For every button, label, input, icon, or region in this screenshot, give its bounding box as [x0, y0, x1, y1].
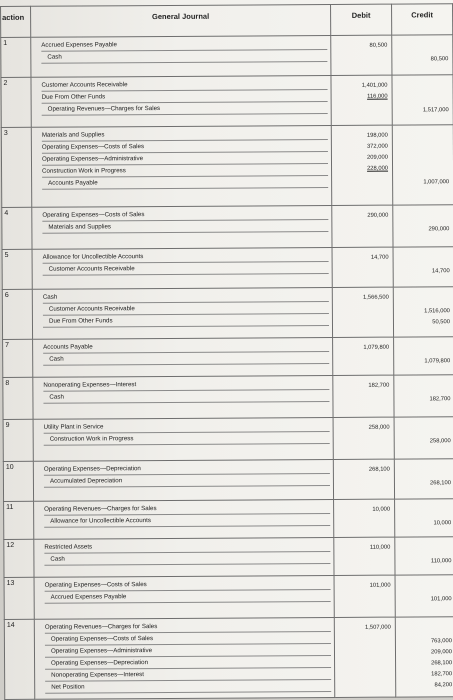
- credit-cell: [395, 617, 453, 697]
- credit-amounts: [396, 636, 452, 691]
- account-name: Materials and Supplies: [42, 220, 328, 234]
- debit-amounts: [333, 343, 389, 354]
- credit-amount: 1,079,800: [424, 358, 451, 365]
- account-name: Utility Plant in Service: [44, 420, 330, 434]
- debit-amount: 1,079,800: [363, 344, 390, 351]
- debit-amount: 10,000: [372, 506, 391, 513]
- debit-amounts: [335, 623, 391, 634]
- journal-row: [2, 205, 453, 250]
- credit-cell: [394, 459, 453, 499]
- debit-amounts: [334, 423, 390, 434]
- account-name: Operating Expenses—Costs of Sales: [42, 140, 328, 154]
- credit-cell: [393, 287, 453, 337]
- debit-cell: [332, 205, 393, 247]
- journal-row: [4, 537, 453, 578]
- debit-amount: 80,500: [369, 42, 388, 49]
- debit-amounts: [335, 581, 391, 592]
- entry-accounts-cell: [33, 459, 333, 501]
- account-name: Operating Expenses—Depreciation: [44, 462, 330, 476]
- entry-accounts-cell: [33, 375, 333, 419]
- account-name: Operating Revenues—Charges for Sales: [44, 502, 330, 516]
- credit-cell: [393, 247, 453, 287]
- account-lines: [43, 340, 329, 366]
- debit-amounts: [332, 81, 388, 103]
- credit-amount: 268,100: [429, 480, 451, 487]
- transaction-number: 11: [4, 501, 34, 539]
- debit-cell: [334, 617, 395, 697]
- credit-amount: 1,517,000: [422, 107, 449, 114]
- account-name: Cash: [43, 352, 329, 366]
- account-name: Allowance for Uncollectible Accounts: [43, 250, 329, 264]
- account-lines: [44, 462, 330, 488]
- account-name: Restricted Assets: [44, 540, 330, 554]
- credit-amount: 80,500: [430, 56, 449, 63]
- debit-cell: [331, 75, 392, 125]
- credit-amounts: [393, 177, 449, 188]
- account-name: Operating Expenses—Costs of Sales: [45, 632, 331, 646]
- account-name: Accounts Payable: [43, 340, 329, 354]
- credit-amounts: [394, 266, 450, 277]
- debit-amounts: [333, 253, 389, 264]
- debit-amounts: [332, 211, 388, 222]
- credit-amount: 258,000: [429, 438, 451, 445]
- journal-header: General Journal: [31, 4, 331, 37]
- debit-amount: 110,000: [369, 544, 391, 551]
- transaction-number: 3: [1, 127, 31, 207]
- transaction-header: action: [1, 6, 31, 37]
- credit-amount: 1,007,000: [423, 179, 450, 186]
- credit-cell: [395, 575, 453, 617]
- credit-cell: [395, 499, 453, 537]
- account-name: Due From Other Funds: [43, 314, 329, 328]
- journal-row: [4, 617, 453, 700]
- credit-amounts: [394, 394, 450, 405]
- account-name: Nonoperating Expenses—Interest: [43, 378, 329, 392]
- journal-row: [3, 375, 453, 420]
- account-name: Accumulated Depreciation: [44, 474, 330, 488]
- credit-amounts: [394, 356, 450, 367]
- account-name: Customer Accounts Receivable: [43, 262, 329, 276]
- debit-amounts: [333, 381, 389, 392]
- account-lines: [41, 38, 327, 64]
- credit-amount: 50,500: [432, 319, 450, 326]
- entry-accounts-cell: [32, 247, 332, 289]
- transaction-number: 2: [1, 77, 31, 127]
- account-name: Construction Work in Progress: [42, 164, 328, 178]
- debit-amount: 1,401,000: [361, 82, 388, 89]
- credit-amounts: [395, 518, 451, 529]
- debit-amount: 290,000: [367, 212, 389, 219]
- account-name: Due From Other Funds: [42, 90, 328, 104]
- journal-row: [2, 247, 453, 290]
- account-name: Cash: [44, 552, 330, 566]
- journal-row: [1, 35, 453, 78]
- debit-cell: [334, 537, 395, 575]
- entry-accounts-cell: [34, 575, 334, 619]
- credit-cell: [394, 375, 453, 417]
- debit-cell: [334, 499, 395, 537]
- credit-amount: 14,700: [431, 268, 450, 275]
- entry-accounts-cell: [33, 417, 333, 461]
- credit-amount: 182,700: [429, 396, 451, 403]
- transaction-number: 13: [4, 577, 34, 619]
- debit-amount: 116,000: [367, 93, 388, 100]
- journal-row: [3, 417, 453, 462]
- account-name: Net Position: [45, 680, 331, 694]
- credit-amount: 290,000: [428, 226, 450, 233]
- account-name: Customer Accounts Receivable: [43, 302, 329, 316]
- debit-amount: 268,100: [368, 466, 390, 473]
- credit-amounts: [395, 556, 451, 567]
- debit-amount: 1,566,500: [363, 294, 389, 301]
- journal-row: [4, 575, 453, 620]
- credit-amounts: [395, 436, 451, 447]
- credit-amounts: [394, 306, 450, 328]
- debit-cell: [333, 459, 394, 499]
- debit-amounts: [333, 293, 389, 304]
- entry-accounts-cell: [31, 125, 331, 207]
- debit-amount: 14,700: [370, 254, 389, 261]
- entry-accounts-cell: [34, 537, 334, 577]
- debit-amounts: [334, 543, 390, 554]
- transaction-number: 10: [3, 461, 33, 501]
- entry-accounts-cell: [31, 75, 331, 127]
- debit-amount: 1,507,000: [365, 624, 391, 631]
- credit-cell: [392, 35, 453, 75]
- transaction-number: 14: [4, 619, 34, 699]
- account-name: Operating Expenses—Depreciation: [45, 656, 331, 670]
- debit-cell: [333, 417, 394, 459]
- account-name: Nonoperating Expenses—Interest: [45, 668, 331, 682]
- debit-amount: 258,000: [368, 424, 390, 431]
- account-lines: [43, 378, 329, 404]
- debit-amount: 372,000: [366, 143, 388, 150]
- transaction-number: 6: [2, 289, 32, 339]
- credit-amount: 1,516,000: [424, 308, 450, 315]
- account-name: Operating Expenses—Administrative: [45, 644, 331, 658]
- credit-amount: 182,700: [431, 671, 453, 678]
- account-name: Accrued Expenses Payable: [45, 590, 331, 604]
- account-name: Allowance for Uncollectible Accounts: [44, 514, 330, 528]
- journal-row: [2, 287, 453, 340]
- debit-cell: [333, 375, 394, 417]
- entry-accounts-cell: [33, 337, 333, 377]
- debit-cell: [331, 125, 392, 205]
- credit-amount: 101,000: [430, 596, 452, 603]
- credit-amount: 10,000: [433, 520, 452, 527]
- credit-cell: [393, 205, 453, 247]
- credit-amount: 84,200: [434, 682, 453, 689]
- account-lines: [44, 540, 330, 566]
- credit-amounts: [393, 224, 449, 235]
- account-lines: [45, 578, 331, 604]
- header-row: [1, 4, 453, 38]
- account-lines: [44, 420, 330, 446]
- account-lines: [43, 290, 329, 328]
- debit-amount: 182,700: [368, 382, 390, 389]
- account-name: Operating Expenses—Costs of Sales: [45, 578, 331, 592]
- journal-row: [3, 459, 453, 502]
- account-name: Cash: [43, 290, 329, 304]
- account-name: Operating Revenues—Charges for Sales: [45, 620, 331, 634]
- account-lines: [41, 78, 327, 116]
- account-name: Materials and Supplies: [42, 128, 328, 142]
- account-lines: [42, 128, 328, 190]
- debit-header: Debit: [331, 4, 392, 35]
- debit-amount: 209,000: [366, 154, 388, 161]
- debit-amounts: [332, 131, 388, 175]
- account-name: Accounts Payable: [42, 176, 328, 190]
- journal-row: [1, 125, 453, 208]
- credit-amounts: [396, 594, 452, 605]
- debit-amount: 101,000: [369, 582, 391, 589]
- account-lines: [44, 502, 330, 528]
- account-name: Construction Work in Progress: [44, 432, 330, 446]
- account-name: Cash: [43, 390, 329, 404]
- credit-cell: [394, 417, 453, 459]
- account-name: Operating Revenues—Charges for Sales: [42, 102, 328, 116]
- debit-amount: 198,000: [366, 132, 388, 139]
- credit-amount: 209,000: [431, 649, 453, 656]
- credit-cell: [395, 537, 453, 575]
- credit-amounts: [392, 54, 448, 65]
- credit-header: Credit: [392, 4, 453, 35]
- debit-cell: [333, 337, 394, 375]
- debit-cell: [332, 287, 393, 337]
- credit-amounts: [393, 105, 449, 116]
- debit-amounts: [334, 505, 390, 516]
- debit-amounts: [331, 41, 387, 52]
- entry-accounts-cell: [31, 35, 331, 77]
- account-lines: [43, 250, 329, 276]
- debit-cell: [332, 247, 393, 287]
- account-name: Operating Expenses—Administrative: [42, 152, 328, 166]
- transaction-number: 9: [3, 419, 33, 461]
- transaction-number: 4: [2, 207, 32, 249]
- journal-row: [3, 337, 453, 378]
- transaction-number: 1: [1, 37, 31, 77]
- debit-amounts: [334, 465, 390, 476]
- debit-cell: [331, 35, 392, 75]
- debit-cell: [334, 575, 395, 617]
- credit-amount: 763,000: [430, 638, 452, 645]
- transaction-number: 7: [3, 339, 33, 377]
- transaction-number: 5: [2, 249, 32, 289]
- journal-row: [4, 499, 453, 540]
- general-journal-table: [0, 3, 453, 700]
- debit-amount: 228,000: [367, 165, 389, 172]
- credit-amounts: [395, 478, 451, 489]
- entry-accounts-cell: [34, 617, 334, 699]
- entry-accounts-cell: [32, 205, 332, 249]
- account-name: Operating Expenses—Costs of Sales: [42, 208, 328, 222]
- account-name: Customer Accounts Receivable: [41, 78, 327, 92]
- transaction-number: 8: [3, 377, 33, 419]
- account-lines: [45, 620, 331, 694]
- credit-cell: [392, 75, 453, 125]
- account-name: Cash: [41, 50, 327, 64]
- credit-amount: 268,100: [431, 660, 453, 667]
- account-name: Accrued Expenses Payable: [41, 38, 327, 52]
- entry-accounts-cell: [34, 499, 334, 539]
- entry-accounts-cell: [32, 287, 332, 339]
- journal-row: [1, 75, 453, 128]
- account-lines: [42, 208, 328, 234]
- credit-amount: 110,000: [430, 558, 452, 565]
- credit-cell: [394, 337, 453, 375]
- transaction-number: 12: [4, 539, 34, 577]
- credit-cell: [392, 125, 453, 205]
